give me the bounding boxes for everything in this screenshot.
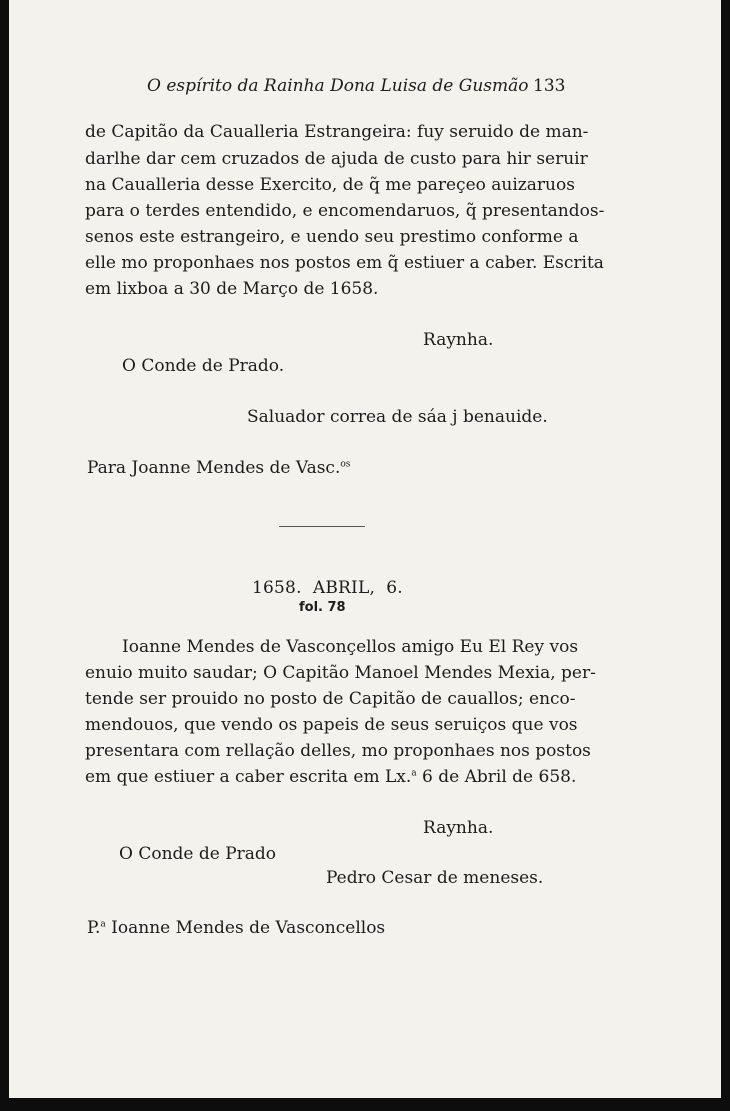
letter1-addressee: [87, 458, 350, 478]
letter2-last-line-superscript: a: [411, 768, 417, 779]
letter1-line: de Capitão da Caualleria Estrangeira: fuy seruido de man-: [85, 122, 589, 142]
letter2-addressee-superscript: a: [100, 919, 106, 930]
letter2-date-heading: 1658. ABRIL, 6.: [252, 578, 403, 598]
letter2-folio: fol. 78: [299, 600, 346, 615]
letter2-last-line-date: 6 de Abril de 658.: [416, 767, 577, 787]
page-header: [9, 76, 721, 100]
page-number: 133: [533, 76, 566, 96]
section-divider: [279, 526, 365, 527]
letter1-line: darlhe dar cem cruzados de ajuda de custo para hir seruir: [85, 149, 588, 169]
letter2-line: presentara com rellação delles, mo proponhaes nos postos: [85, 741, 591, 761]
letter2-secretary: Pedro Cesar de meneses.: [326, 868, 544, 888]
letter2-last-line-text: em que estiuer a caber escrita em Lx.: [85, 767, 412, 787]
letter1-secretary: Saluador correa de sáa j benauide.: [247, 407, 548, 427]
letter2-last-line: [85, 767, 576, 787]
letter2-count: O Conde de Prado: [119, 844, 277, 864]
letter2-line: tende ser prouido no posto de Capitão de cauallos; enco-: [85, 689, 576, 709]
letter1-line: para o terdes entendido, e encomendaruos, q̃ presentandos-: [85, 201, 605, 221]
letter2-addressee-name: Ioanne Mendes de Vasconcellos: [105, 918, 386, 938]
letter2-addressee: [87, 918, 385, 938]
letter2-line: mendouos, que vendo os papeis de seus seruiços que vos: [85, 715, 578, 735]
letter1-line: na Caualleria desse Exercito, de q̃ me pareçeo auizaruos: [85, 175, 575, 195]
book-page: [9, 0, 721, 1098]
letter1-line: elle mo proponhaes nos postos em q̃ estiuer a caber. Escrita: [85, 253, 604, 273]
letter2-line: Ioanne Mendes de Vasconçellos amigo Eu El Rey vos: [122, 637, 579, 657]
letter1-addressee-superscript: os: [340, 459, 351, 470]
running-title: O espírito da Rainha Dona Luisa de Gusmão: [147, 76, 529, 96]
letter1-line: em lixboa a 30 de Março de 1658.: [85, 279, 379, 299]
letter2-signature: Raynha.: [423, 818, 494, 838]
letter1-line: senos este estrangeiro, e uendo seu prestimo conforme a: [85, 227, 579, 247]
letter1-count: O Conde de Prado.: [122, 356, 285, 376]
letter1-signature: Raynha.: [423, 330, 494, 350]
letter1-addressee-text: Para Joanne Mendes de Vasc.: [87, 458, 341, 478]
letter2-addressee-prefix: P.: [87, 918, 101, 938]
letter2-line: enuio muito saudar; O Capitão Manoel Mendes Mexia, per-: [85, 663, 596, 683]
